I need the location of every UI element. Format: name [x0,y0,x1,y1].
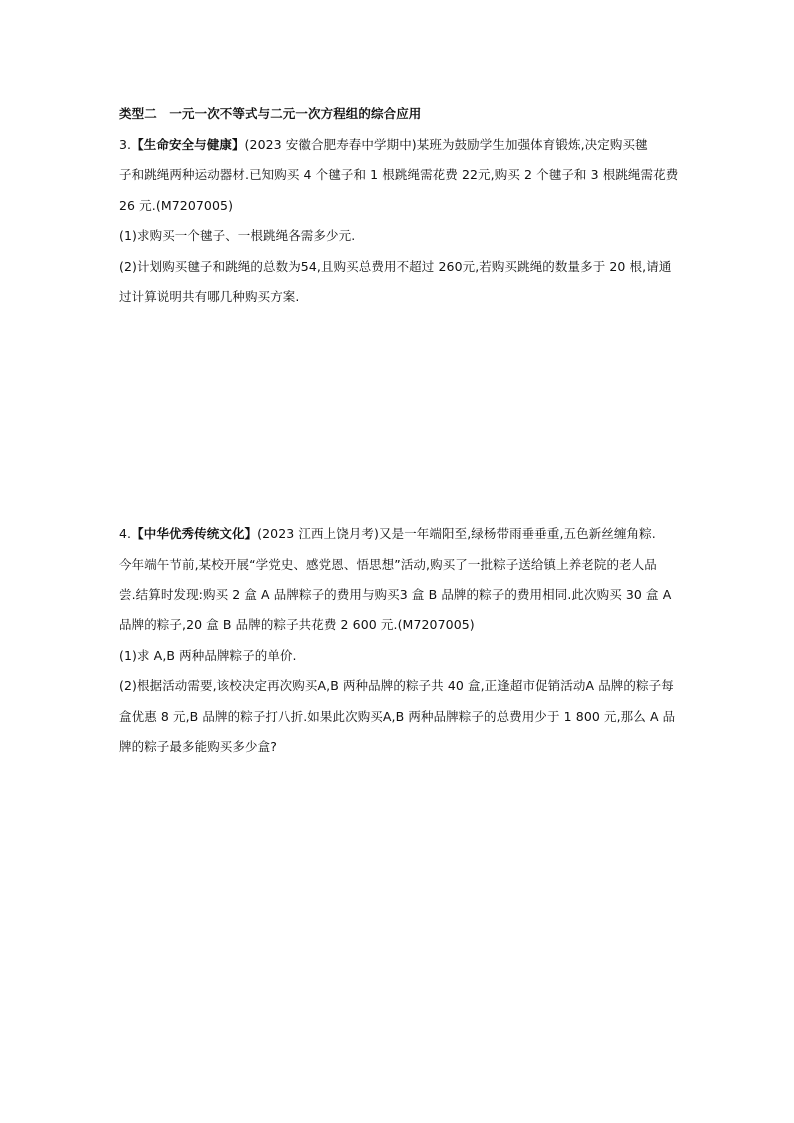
q3-tag: 【生命安全与健康】 [131,137,245,152]
q3-number: 3. [119,137,132,152]
q4-part-2-line-1: (2)根据活动需要,该校决定再次购买A,B 两种品牌的粽子共 40 盒,正逢超市促销活动A 品牌的粽子每 [119,678,674,693]
q4-line-1-text: (2023 江西上饶月考)又是一年端阳至,绿杨带雨垂垂重,五色新丝缠角粽. [257,526,656,541]
q3-part-2-line-1: (2)计划购买毽子和跳绳的总数为54,且购买总费用不超过 260元,若购买跳绳的数量多于 20 根,请通 [119,259,672,274]
q3-line-2: 子和跳绳两种运动器材.已知购买 4 个毽子和 1 根跳绳需花费 22元,购买 2 个毽子和 3 根跳绳需花费 [119,167,679,182]
q3-line-3: 26 元.(M7207005) [119,198,234,213]
q4-line-2: 今年端午节前,某校开展“学党史、感党恩、悟思想”活动,购买了一批粽子送给镇上养老院的老人品 [119,557,657,572]
q3-line-1-text: (2023 安徽合肥寿春中学期中)某班为鼓励学生加强体育锻炼,决定购买毽 [244,137,648,152]
q4-tag: 【中华优秀传统文化】 [131,526,258,541]
q4-line-1 [119,526,656,542]
q4-part-2-line-2: 盒优惠 8 元,B 品牌的粽子打八折.如果此次购买A,B 两种品牌粽子的总费用少于 1 800 元,那么 A 品 [119,709,676,724]
q4-number: 4. [119,526,132,541]
q4-line-3: 尝.结算时发现:购买 2 盒 A 品牌粽子的费用与购买3 盒 B 品牌的粽子的费用相同.此次购买 30 盒 A [119,587,672,602]
q4-line-4: 品牌的粽子,20 盒 B 品牌的粽子共花费 2 600 元.(M7207005) [119,617,475,632]
q3-line-1 [119,137,648,153]
q4-part-1: (1)求 A,B 两种品牌粽子的单价. [119,648,297,663]
q3-part-2-line-2: 过计算说明共有哪几种购买方案. [119,289,300,304]
section-title: 类型二 一元一次不等式与二元一次方程组的综合应用 [119,106,422,121]
q3-part-1: (1)求购买一个毽子、一根跳绳各需多少元. [119,228,356,243]
q4-part-2-line-3: 牌的粽子最多能购买多少盒? [119,739,277,754]
